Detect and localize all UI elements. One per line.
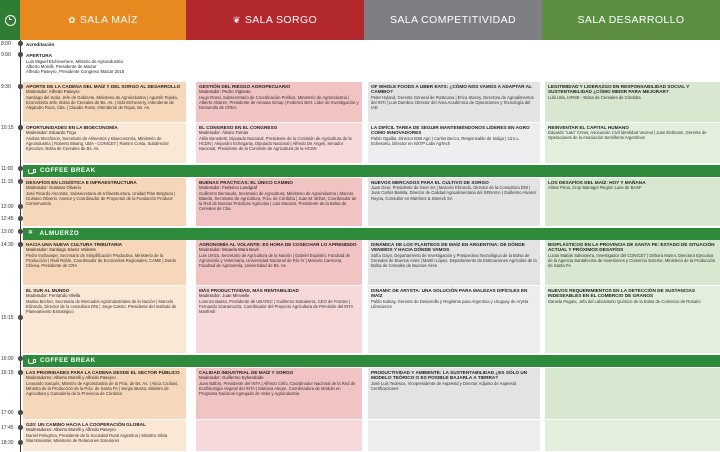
des-session-empty-1 xyxy=(545,368,720,420)
des-session-1: LEGITIMIDAD Y LIDERAZGO EN RESPONSABILIDAD SOCIAL Y SUSTENTABILIDAD ¿CÓMO MEDIR PARA MEJORAR? Lulú Urla, IARSE - Bolsa de Cereales de Córdoba xyxy=(545,82,720,123)
time-label: 13:00 xyxy=(1,229,14,235)
sorgo-session-2: EL CONGRESO EN EL CONGRESO Moderador: Álvaro Tomas Atilio Benedetti, Diputado Nacional, Presidente de la Comisión de Agricultura de la HCDN | Alejandro Echegaray, Diputado Nacional | Alfredo De Angeli, Senador Nacional, Presidente de la Comisión de Agricultura de la HCSN xyxy=(196,123,362,164)
time-label: 12:00 xyxy=(1,204,14,210)
time-label: 11:00 xyxy=(1,166,14,172)
des-session-empty-2 xyxy=(545,420,720,452)
maize-icon: ✿ xyxy=(68,14,77,25)
time-label: 12:45 xyxy=(1,216,14,222)
time-label: 15:15 xyxy=(1,315,14,321)
maiz-session-5: EL SUR AL MUNDO Moderador: Fernando Vilella Marisa Bircher, Secretaria de Mercados Agroindustriales de la Nación | Marcelo Elizondo, Director de la consultora DNI | Jorge Castro, Presidente del Instituto de Planeamiento Estratégico xyxy=(23,286,186,354)
clock-icon xyxy=(0,0,20,40)
comp-session-empty xyxy=(368,420,540,452)
maiz-session-6: LAS PRIORIDADES PARA LA CADENA DESDE EL SECTOR PÚBLICO Moderadores: Alberto Morelli y Alfredo Paseyro Leonardo Sarquís, Ministro de Agroindustria de la Pcia. de Bs. As. | Alicia Ciciliani, Ministra de la Producción de la Pcia. de Santa Fe | Sergio Busso, Ministro de Agricultura y Ganadería de la Provincia de Córdoba xyxy=(23,368,186,420)
header-sala-sorgo: ❦ SALA SORGO xyxy=(186,0,364,40)
coffee-cup-icon xyxy=(28,169,34,174)
acreditacion-row: Acreditación xyxy=(26,42,55,47)
comp-session-3: NUEVOS MERCADOS PARA EL CULTIVO DE SORGO Juan Geer, Presidente de Geer SA | Marcelo Elizondo, Director de la Consultora DNI | Juan Carlos Batista, Director de Calidad Agroalimentaria del SENASA | Guillermo Alvarez Reyna, Consultor en Martínez & Stereck SA xyxy=(368,178,540,227)
time-label: 17:00 xyxy=(1,410,14,416)
coffee-break-bar-2: COFFEE BREAK xyxy=(23,355,720,367)
sorgo-session-4: AGRONOMÍA AL VOLANTE: ES HORA DE COSECHAR LO APRENDIDO Moderador: Micaela Mara Bové Luis Urriza, Secretario de Agricultura de la Nación | Gabriel Espósito, Facultad de Agronomía y Veterinaria, Universidad Nacional de Río IV | Marcelo Carmona, Facultad de Agronomía, Universidad de Bs. As. xyxy=(196,240,362,286)
time-label: 17:45 xyxy=(1,425,14,431)
comp-session-4: DINÁMICA DE LOS PLANTEOS DE MAÍZ EN ARGENTINA: DE DÓNDE VENIMOS Y HACIA DÓNDE VAMOS Sofía Gayo, Departamento de Investigación y Prospectiva Tecnológica de la Bolsa de Cereales de Buenos Aires | Martín López, Departamento de Estimaciones Agrícolas de la Bolsa de Cereales de Buenos Aires xyxy=(368,240,540,286)
comp-session-5: DINAMIC DE ARYSTA: UNA SOLUCIÓN PARA MALEZAS DIFÍCILES EN MAÍZ Pablo Kalnay, Gerente de Desarrollo y Registros para Argentina y Uruguay de Arysta Lifescience xyxy=(368,286,540,354)
maiz-session-1: APORTE DE LA CADENA DEL MAÍZ Y DEL SORGO AL DESARROLLO Moderador: Alfredo Paseyro Santiago del Solar, Jefe de Gabinete, Ministerio de Agroindustria | Agustín Tejeda, Economista Jefe, Bolsa de Cereales de Bs. As. | Aldo Etcheverry, Intendente de Alejandro Roca, Cba. | Claudio Rossi, Intendente de Rojas, Bs. As. xyxy=(23,82,186,123)
maiz-session-7: G20: UN CAMINO HACIA LA COOPERACIÓN GLOBAL Moderadores: Alberto Morelli y Alfredo Paseyro Daniel Pelegrina, Presidente de la Sociedad Rural Argentina | Ministro Silvia Warckmeister, Ministerio de Relaciones Exteriores xyxy=(23,420,186,452)
sorgo-session-6: CALIDAD INDUSTRIAL DE MAÍZ Y SORGO Moderador: Guillermo Eyherabide Juan Balbín, Presidente del INTA | Alfredo Cirilo, Coordinador Nacional de la Red de Ecofisiología Vegetal del INTA | Mariana Alegre, Coordinadora de Módulo en Programa Nacional Agregado de Valor y Agroindustria xyxy=(196,368,362,420)
des-session-2: REINVENTAR EL CAPITAL HUMANO Eduardo "Lalo" Creus, Asociación Civil Identidad Vecinal | Juan Erdmann, Gerente de Operaciones de la Asociación Semilleros Argentinos xyxy=(545,123,720,164)
header-sala-competitividad: SALA COMPETITIVIDAD xyxy=(364,0,542,40)
time-label: 8:00 xyxy=(1,41,11,47)
time-label: 9:30 xyxy=(1,84,11,90)
header-sala-desarrollo: SALA DESARROLLO xyxy=(542,0,720,40)
coffee-break-bar: COFFEE BREAK xyxy=(23,165,720,177)
sorgo-session-3: BUENAS PRÁCTICAS: EL ÚNICO CAMINO Moderador: Federico Landgraf Guillermo Bernaudo, Secretario de Agricultura, Ministerio de Agroindustria | Marcos Blanda, Secretario de Agricultura, Pcia. de Córdoba | Juan M. Brihet, Coordinador de la Red de Buenas Prácticas Agrícolas | Luis Macario, Presidente de la Bolsa de Cereales de Cba. xyxy=(196,178,362,227)
time-label: 16:00 xyxy=(1,356,14,362)
header-sala-maiz: ✿ SALA MAÍZ xyxy=(20,0,186,40)
time-label: 10:15 xyxy=(1,125,14,131)
des-session-3: LOS DESAFÍOS DEL MAÍZ: HOY Y MAÑANA Almar Pena, Crop Manager Region Lase de BASF xyxy=(545,178,720,227)
cutlery-icon: ✕ xyxy=(28,230,34,237)
comp-session-2: LA DIFÍCIL TAREA DE SEGUIR MANTENIÉNDONOS LÍDERES EN AGRO COMO INNOVADORES Pablo Ogallar, Director B2B Agri | Carlos Becco, Responsable de Indigo | Ciro L. Echesortu, Director en NXTP Labs AgTech xyxy=(368,123,540,164)
sorgo-session-5: MÁS PRODUCTIVIDAD, MÁS RENTABILIDAD Moderador: Juan Minvielle Lorenzo Basso, Presidente de UBATEC | Guillermo Salvatierra, CEO de Frontec | Fernando Scaramuzza, Coordinador del Proyecto Agricultura de Precisión del INTA Manfredi xyxy=(196,286,362,354)
sorghum-icon: ❦ xyxy=(232,14,241,25)
lunch-bar: ✕ ALMUERZO xyxy=(23,228,720,240)
time-label: 14:30 xyxy=(1,242,14,248)
time-label: 11:15 xyxy=(1,179,14,185)
maiz-session-2: OPORTUNIDADES EN LA BIOECONOMÍA Moderador: Eduardo Trigo Andrea Murchison, Secretario de Alimentos y Bioeconomía, Ministerio de Agroindustria | Roberto Bisang, UBA - CONICET | Ramiro Costa, Subdirector Ejecutivo, Bolsa de Cereales de Bs. As. xyxy=(23,123,186,164)
time-label: 18:30 xyxy=(1,440,14,446)
sorgo-session-1: GESTIÓN DEL RIESGO AGROPECUARIO Moderador: Pedro Vigneau Hugo Rossi, Subsecretario de Coordinación Política, Ministerio de Agroindustria | Alberto Alvarez, Presidente de Amauta Group | Federico Bert, Líder de Investigación y Desarrollo de CREA xyxy=(196,82,362,123)
maiz-session-4: HACIA UNA NUEVA CULTURA TRIBUTARIA Moderador: Santiago Sáenz Valiente Pedro Inchauspe, Secretario de Simplificación Productiva, Ministerio de la Producción | Raúl Robín, Coordinador de Economías Regionales, CAME | Dardo Chiesa, Presidente de CRA xyxy=(23,240,186,286)
sorgo-session-empty xyxy=(196,420,362,452)
des-session-4: BIOPLÁSTICOS EN LA PROVINCIA DE SANTA FE: ESTADO DE SITUACIÓN ACTUAL Y PRÓXIMOS DESAFÍOS Lucas Matías Salvatierra, Investigador del CONICET | Débora Marini, Directora Ejecutiva de la Agencia Santafecina de Inversiones y Comercio Exterior, Ministerio de la Producción de Santa Fe xyxy=(545,240,720,286)
coffee-cup-icon xyxy=(28,359,34,364)
maiz-session-3: DESAFÍOS EN LOGÍSTICA E INFRAESTRUCTURA Moderador: Gustavo Oliverio José Ricardo Ascorate, Subsecretario de Infraestructura, Unidad Plan Belgrano | Gustavo Oliverio, Asesor y Coordinador de Proyectos de la Fundación Producir Conservando xyxy=(23,178,186,227)
des-session-5: NUEVOS REQUERIMIENTOS EN LA DETECCIÓN DE SUSTANCIAS INDESEABLES EN EL COMERCIO DE GRANOS Daniela Pagani, Jefa del Laboratorio Químico de la Bolsa de Comercio de Rosario xyxy=(545,286,720,354)
time-label: 9:00 xyxy=(1,52,11,58)
time-label: 16:15 xyxy=(1,370,14,376)
comp-session-1: OF WHOLE FOODS A UBER EATS: ¿CÓMO NOS VAMOS A ADAPTAR AL CAMBIO? Peter Hyland, Gerente General de Rusticana | Erica Stacey, Directora de Agroalimentos del INTI | Luis Dambra, Director del Área Académica de Operaciones y Tecnología del IAE xyxy=(368,82,540,123)
apertura-row: APERTURA Luis Miguel Etchevehere, Ministro de Agroindustria Alberto Morelli, Presidente de Maizar Alfredo Paseyro, Presidente Congreso Maizar 2018 xyxy=(26,53,125,75)
comp-session-6: PRODUCTIVIDAD Y AMBIENTE: LA SUSTENTABILIDAD ¿ES SÓLO UN MODELO TEÓRICO O ES POSIBLE BAJARLA A TIERRA? José Luis Tedesco, Vicepresidente de Aapresid y Director Adjunto de Aapresid Certificaciones xyxy=(368,368,540,420)
